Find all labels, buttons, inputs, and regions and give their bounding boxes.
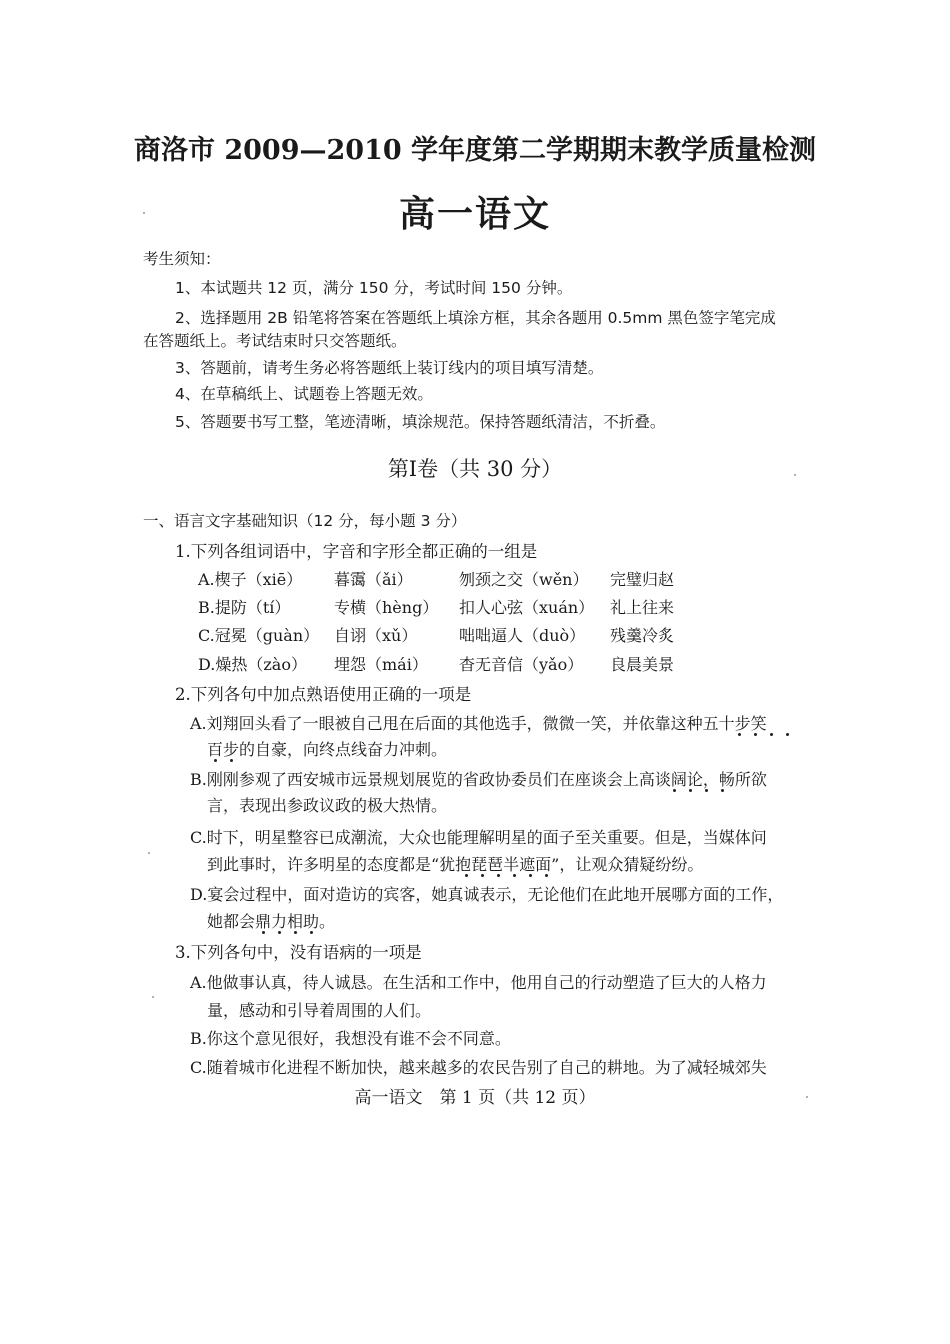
notice-item: 2、选择题用 2B 铅笔将答案在答题纸上填涂方框，其余各题用 0.5mm 黑色签字笔完成 — [175, 309, 776, 327]
option-c-word-2: 自诩（xǔ） — [334, 626, 418, 645]
part-heading: 一、语言文字基础知识（12 分，每小题 3 分） — [143, 512, 467, 530]
emphasis-dot — [786, 733, 789, 736]
option-b-word-4: 礼上往来 — [610, 598, 675, 617]
subject-title: 高一语文 — [398, 193, 551, 235]
question-3-stem: 3.下列各句中，没有语病的一项是 — [175, 943, 422, 962]
emphasis-dot — [262, 931, 265, 934]
emphasis-dot — [705, 789, 708, 792]
emphasis-dot — [529, 874, 532, 877]
question-2-line: B.刚刚参观了西安城市远景规划展览的省政协委员们在座谈会上高谈阔论，畅所欲 — [190, 770, 767, 789]
question-3-line: B.你这个意见很好，我想没有谁不会不同意。 — [190, 1029, 511, 1048]
option-b-word-3: 扣人心弦（xuán） — [459, 598, 595, 617]
emphasis-dot — [465, 874, 468, 877]
question-3-line: A.他做事认真，待人诚恳。在生活和工作中，他用自己的行动塑造了巨大的人格力 — [190, 973, 767, 992]
question-2-line: C.时下，明星整容已成潮流，大众也能理解明星的面子至关重要。但是，当媒体问 — [190, 828, 767, 847]
scan-speck — [143, 212, 145, 214]
option-c-word-4: 残羹冷炙 — [610, 626, 675, 645]
emphasis-dot — [278, 931, 281, 934]
emphasis-dot — [481, 874, 484, 877]
scan-speck — [806, 1096, 808, 1098]
emphasis-dot — [738, 733, 741, 736]
notice-item: 在答题纸上。考试结束时只交答题纸。 — [143, 332, 407, 350]
question-3-line: C.随着城市化进程不断加快，越来越多的农民告别了自己的耕地。为了减轻城郊失 — [190, 1058, 767, 1077]
question-2-line: A.刘翔回头看了一眼被自己甩在后面的其他选手，微微一笑，并依靠这种五十步笑 — [190, 714, 767, 733]
emphasis-dot — [214, 759, 217, 762]
option-d-word-4: 良晨美景 — [610, 655, 675, 674]
emphasis-dot — [770, 733, 773, 736]
notice-item: 3、答题前，请考生务必将答题纸上装订线内的项目填写清楚。 — [175, 359, 604, 377]
notice-item: 1、本试题共 12 页，满分 150 分，考试时间 150 分钟。 — [175, 279, 573, 297]
option-d-word-3: 杳无音信（yǎo） — [459, 655, 584, 674]
scan-speck — [148, 852, 150, 854]
option-a-word-2: 暮霭（ǎi） — [334, 570, 413, 589]
emphasis-dot — [545, 874, 548, 877]
emphasis-dot — [754, 733, 757, 736]
option-d-word-2: 埋怨（mái） — [334, 655, 428, 674]
scan-speck — [152, 996, 154, 998]
option-c-word-1: C.冠冕（guàn） — [198, 626, 320, 645]
emphasis-dot — [513, 874, 516, 877]
option-d-word-1: D.燥热（zào） — [198, 655, 307, 674]
question-3-line: 量，感动和引导着周围的人们。 — [207, 1001, 432, 1020]
section-title: 第Ⅰ卷（共 30 分） — [387, 457, 563, 481]
notice-heading: 考生须知： — [143, 250, 221, 268]
question-2-line: 她都会鼎力相助。 — [207, 912, 336, 931]
question-2-stem: 2.下列各句中加点熟语使用正确的一项是 — [175, 685, 472, 704]
page-footer: 高一语文 第 1 页（共 12 页） — [354, 1088, 596, 1108]
question-2-line: D.宴会过程中，面对造访的宾客，她真诚表示，无论他们在此地开展哪方面的工作， — [190, 885, 784, 904]
emphasis-dot — [689, 789, 692, 792]
question-2-line: 到此事时，许多明星的态度都是“犹抱琵琶半遮面”，让观众猜疑纷纷。 — [207, 855, 704, 874]
emphasis-dot — [294, 931, 297, 934]
question-1-stem: 1.下列各组词语中，字音和字形全都正确的一组是 — [175, 542, 538, 561]
emphasis-dot — [497, 874, 500, 877]
exam-title: 商洛市 2009—2010 学年度第二学期期末教学质量检测 — [133, 135, 817, 166]
option-b-word-2: 专横（hèng） — [334, 598, 439, 617]
emphasis-dot — [310, 931, 313, 934]
question-2-line: 百步的自豪，向终点线奋力冲刺。 — [207, 740, 448, 759]
notice-item: 5、答题要书写工整，笔迹清晰，填涂规范。保持答题纸清洁，不折叠。 — [175, 413, 666, 431]
option-c-word-3: 咄咄逼人（duò） — [459, 626, 586, 645]
emphasis-dot — [230, 759, 233, 762]
question-2-line: 言，表现出参政议政的极大热情。 — [207, 796, 448, 815]
emphasis-dot — [673, 789, 676, 792]
option-a-word-3: 刎颈之交（wěn） — [459, 570, 589, 589]
emphasis-dot — [721, 789, 724, 792]
option-a-word-1: A.楔子（xiē） — [198, 570, 303, 589]
scan-speck — [794, 474, 796, 476]
option-b-word-1: B.提防（tí） — [198, 598, 291, 617]
option-a-word-4: 完璧归赵 — [610, 570, 675, 589]
notice-item: 4、在草稿纸上、试题卷上答题无效。 — [175, 385, 433, 403]
